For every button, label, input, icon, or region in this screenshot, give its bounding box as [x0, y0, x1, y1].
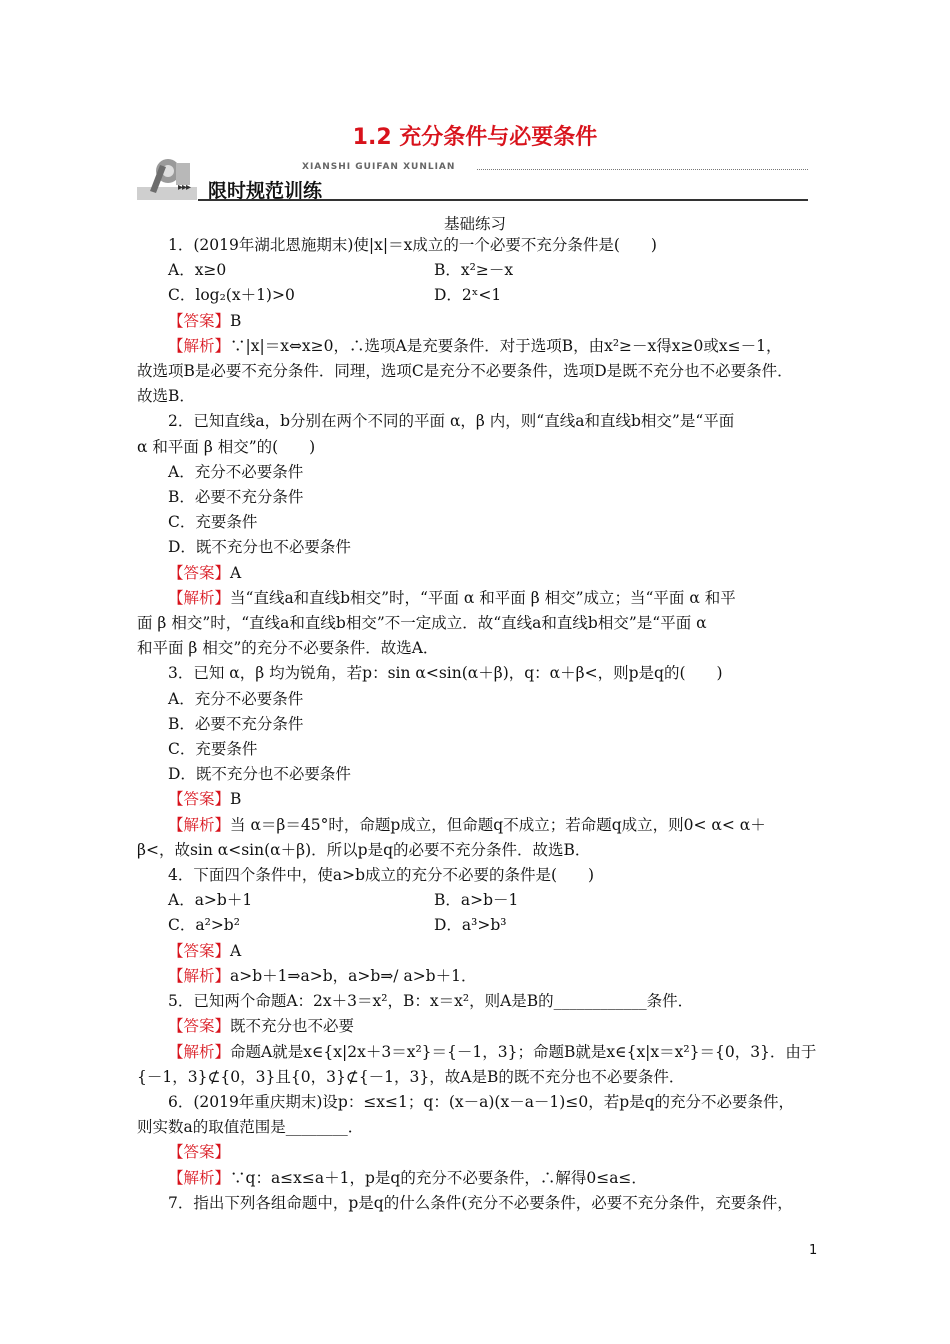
question-2-stem-cont: α 和平面 β 相交”的( ) [137, 437, 316, 456]
answer-text: B [230, 311, 242, 330]
banner-label: 限时规范训练 [208, 180, 323, 202]
question-4-analysis [137, 964, 817, 989]
answer-tag: 【答案】 [168, 790, 231, 809]
section-banner [132, 155, 808, 207]
question-1-stem: 1．(2019年湖北恩施期末)使|x|＝x成立的一个必要不充分条件是( ) [168, 236, 657, 254]
analysis-tag: 【解析】 [168, 815, 231, 834]
option-b: B．a>b－1 [434, 891, 519, 910]
option-c: C．log₂(x＋1)>0 [168, 286, 295, 305]
question-2-answer [137, 561, 817, 586]
question-6-stem: 6．(2019年重庆期末)设p：≤x≤1；q：(x－a)(x－a－1)≤0，若p是q的充分不必要条件， [168, 1092, 795, 1111]
option-a: A．充分不必要条件 [168, 689, 304, 708]
option-d: D．2ˣ<1 [434, 286, 502, 305]
question-1-analysis [137, 334, 817, 359]
question-6-stem-cont: 则实数a的取值范围是________． [137, 1118, 364, 1137]
question-4-options-row-2 [137, 913, 817, 938]
question-3-answer [137, 787, 817, 812]
question-6-analysis [137, 1166, 817, 1191]
analysis-text: ∵q：a≤x≤a＋1，p是q的充分不必要条件，∴解得0≤a≤． [230, 1168, 647, 1187]
option-a: A．充分不必要条件 [168, 462, 304, 481]
question-1-answer [137, 309, 817, 334]
option-d: D．既不充分也不必要条件 [168, 765, 351, 784]
option-d: D．既不充分也不必要条件 [168, 538, 351, 557]
option-c: C．充要条件 [168, 740, 258, 759]
page-number: 1 [809, 1243, 818, 1258]
question-4-answer [137, 939, 817, 964]
analysis-text: a>b＋1⇒a>b，a>b⇒/ a>b＋1． [230, 966, 477, 985]
question-3-analysis [137, 813, 817, 838]
analysis-text: 当“直线a和直线b相交”时，“平面 α 和平面 β 相交”成立；当“平面 α 和平 [230, 588, 736, 607]
answer-tag: 【答案】 [168, 563, 231, 582]
analysis-tag: 【解析】 [168, 588, 231, 607]
option-a: A．a>b＋1 [168, 891, 253, 910]
question-4-stem: 4．下面四个条件中，使a>b成立的充分不必要的条件是( ) [168, 866, 595, 885]
question-6-answer [137, 1140, 817, 1165]
option-b: B．x²≥－x [434, 261, 514, 280]
option-d: D．a³>b³ [434, 916, 507, 935]
analysis-tag: 【解析】 [168, 966, 231, 985]
answer-tag: 【答案】 [168, 1017, 231, 1036]
banner-pinyin: XIANSHI GUIFAN XUNLIAN [302, 162, 456, 172]
answer-tag: 【答案】 [168, 941, 231, 960]
question-5-answer [137, 1014, 817, 1039]
answer-text: 既不充分也不必要 [230, 1017, 355, 1036]
banner-arrows-icon: ▸▸▸ [178, 182, 191, 193]
banner-decoration-icon [136, 157, 198, 201]
question-2-analysis [137, 586, 817, 611]
answer-text: B [230, 790, 242, 809]
analysis-line: 故选项B是必要不充分条件．同理，选项C是充分不必要条件，选项D是既不充分也不必要条件． [137, 362, 793, 381]
analysis-line: 和平面 β 相交”的充分不必要条件．故选A． [137, 639, 439, 658]
option-b: B．必要不充分条件 [168, 488, 304, 507]
option-c: C．a²>b² [168, 916, 240, 935]
question-5-analysis [137, 1040, 817, 1065]
analysis-tag: 【解析】 [168, 336, 231, 355]
section-title: 基础练习 [443, 215, 506, 233]
option-c: C．充要条件 [168, 513, 258, 532]
analysis-line: {－1，3}⊄{0，3}且{0，3}⊄{－1，3}，故A是B的既不充分也不必要条件． [137, 1067, 685, 1086]
answer-tag: 【答案】 [168, 311, 231, 330]
page-title: 1.2 充分条件与必要条件 [352, 125, 598, 150]
question-5-stem: 5．已知两个命题A：2x＋3＝x²，B：x＝x²，则A是B的____________条件． [168, 992, 694, 1011]
analysis-line: 面 β 相交”时，“直线a和直线b相交”不一定成立．故“直线a和直线b相交”是“平面 α [137, 614, 707, 633]
question-1-options-row-2 [137, 283, 817, 308]
exercise-body [137, 233, 817, 1216]
banner-underline [198, 199, 808, 201]
analysis-text: 命题A就是x∈{x|2x＋3＝x²}＝{－1，3}；命题B就是x∈{x|x＝x²}＝{0，3}．由于 [230, 1042, 817, 1061]
option-a: A．x≥0 [168, 261, 227, 280]
answer-text: A [230, 941, 242, 960]
option-b: B．必要不充分条件 [168, 714, 304, 733]
answer-text: A [230, 563, 242, 582]
banner-dotted-line [477, 169, 808, 170]
question-7-stem: 7．指出下列各组命题中，p是q的什么条件(充分不必要条件，必要不充分条件，充要条件， [168, 1193, 793, 1212]
analysis-text: 当 α＝β＝45°时，命题p成立，但命题q不成立；若命题q成立，则0< α< α＋ [230, 815, 766, 834]
analysis-line: 故选B． [137, 387, 195, 406]
question-4-options-row-1 [137, 888, 817, 913]
question-1-options-row-1 [137, 258, 817, 283]
analysis-tag: 【解析】 [168, 1042, 231, 1061]
analysis-text: ∵|x|＝x⇔x≥0，∴选项A是充要条件．对于选项B，由x²≥－x得x≥0或x≤－1， [230, 336, 782, 355]
question-2-stem: 2．已知直线a，b分别在两个不同的平面 α，β 内，则“直线a和直线b相交”是“平面 [168, 412, 735, 431]
answer-tag: 【答案】 [168, 1143, 231, 1162]
question-3-stem: 3．已知 α，β 均为锐角，若p：sin α<sin(α＋β)，q：α＋β<，则p是q的( ) [168, 664, 723, 683]
analysis-tag: 【解析】 [168, 1168, 231, 1187]
analysis-line: β<，故sin α<sin(α＋β)．所以p是q的必要不充分条件．故选B． [137, 840, 591, 859]
